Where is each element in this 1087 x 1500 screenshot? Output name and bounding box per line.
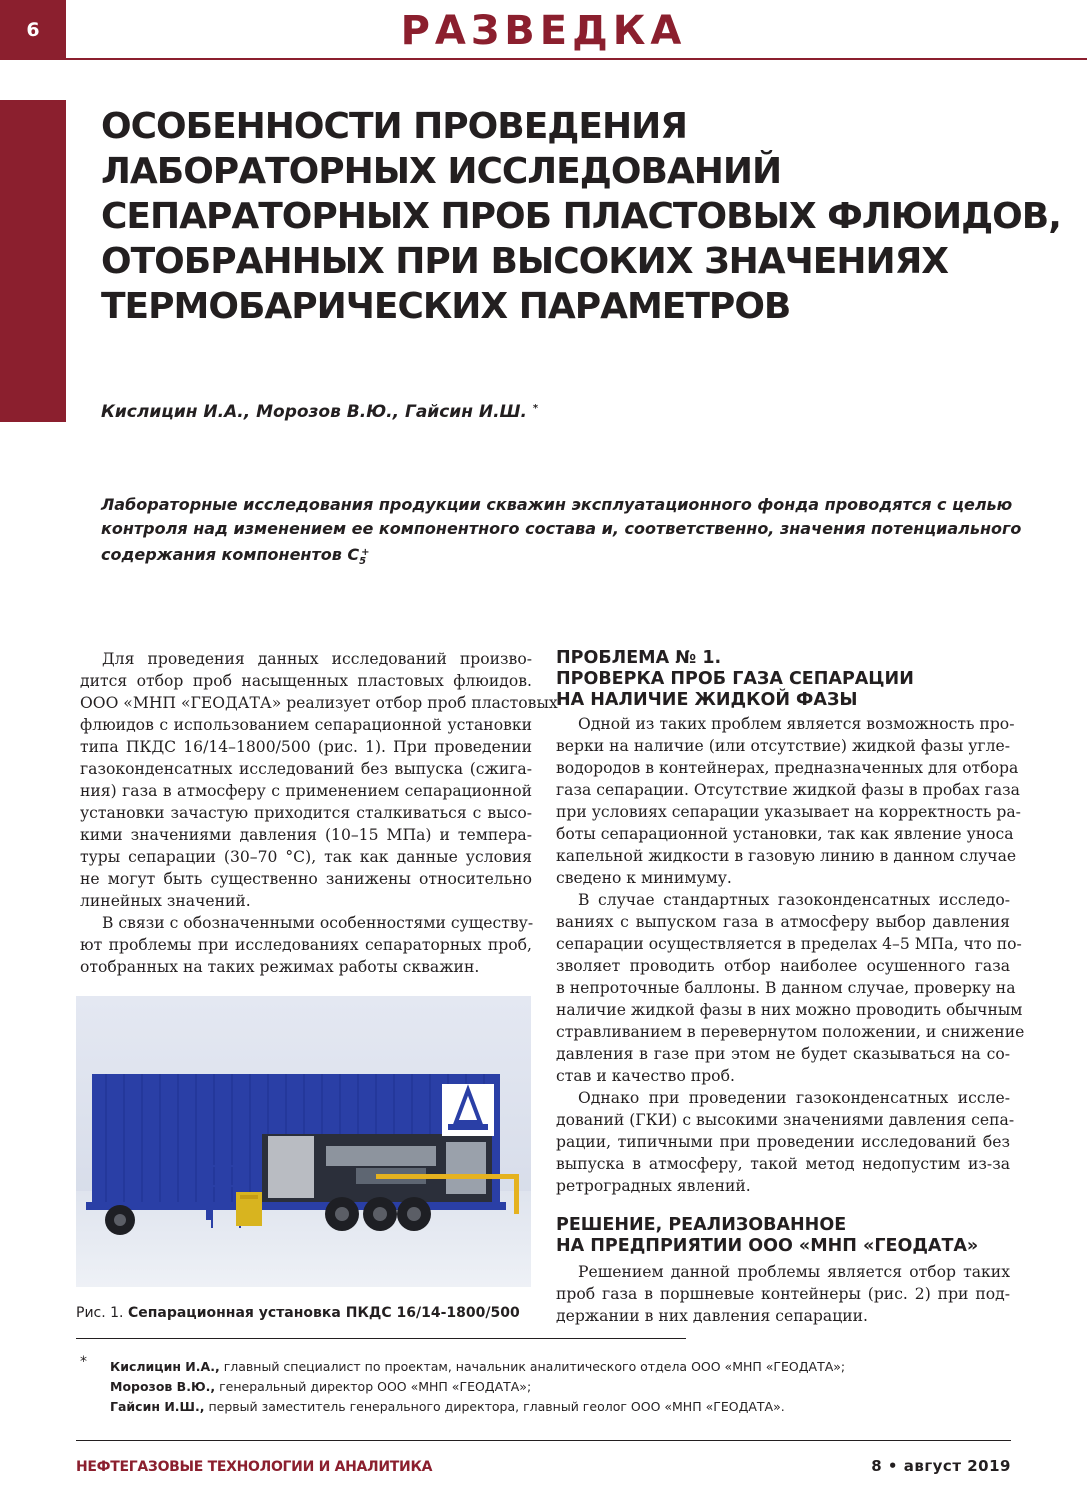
page-number: 6 xyxy=(0,0,66,60)
journal-name: НЕФТЕГАЗОВЫЕ ТЕХНОЛОГИИ И АНАЛИТИКА xyxy=(76,1459,433,1475)
text-line: выпуска в атмосферу, такой метод недопустим из-за xyxy=(556,1155,1010,1173)
title-line: СЕПАРАТОРНЫХ ПРОБ ПЛАСТОВЫХ ФЛЮИДОВ, xyxy=(101,196,1061,237)
footnote-role: главный специалист по проектам, начальник аналитического отдела ООО «МНП «ГЕОДАТА»; xyxy=(223,1359,846,1374)
text-line: проб газа в поршневые контейнеры (рис. 2) при под- xyxy=(556,1285,1010,1303)
solution-heading xyxy=(556,1215,1016,1257)
heading-line: РЕШЕНИЕ, РЕАЛИЗОВАННОЕ xyxy=(556,1215,847,1235)
lead-paragraph xyxy=(101,493,1022,574)
text-line: ния) газа в атмосферу с применением сепарационной xyxy=(80,782,532,800)
text-line: Одной из таких проблем является возможность про- xyxy=(578,715,1015,733)
text-line: держании в них давления сепарации. xyxy=(556,1307,868,1325)
text-line: дований (ГКИ) с высокими значениями давления сепа- xyxy=(556,1111,1015,1129)
text-line: дится отбор проб насыщенных пластовых флюидов. xyxy=(80,672,532,690)
right-column-text xyxy=(556,713,1025,1197)
text-line: став и качество проб. xyxy=(556,1067,735,1085)
footnote-role: генеральный директор ООО «МНП «ГЕОДАТА»; xyxy=(219,1379,532,1394)
text-line: газа сепарации. Отсутствие жидкой фазы в пробах газа xyxy=(556,781,1020,799)
figure-caption-prefix: Рис. 1. xyxy=(76,1305,124,1321)
text-line: сепарации осуществляется в пределах 4–5 МПа, что по- xyxy=(556,935,1022,953)
footnote-item xyxy=(110,1377,845,1397)
title-line: ТЕРМОБАРИЧЕСКИХ ПАРАМЕТРОВ xyxy=(101,286,791,327)
footnote-rule xyxy=(76,1338,686,1339)
text-line: Решением данной проблемы является отбор таких xyxy=(578,1263,1010,1281)
footnote-name: Кислицин И.А., xyxy=(110,1359,220,1374)
text-line: кими значениями давления (10–15 МПа) и темпера- xyxy=(80,826,532,844)
lead-line: Лабораторные исследования продукции скважин эксплуатационного фонда проводятся с целью xyxy=(101,495,1013,514)
footnote-item xyxy=(110,1357,845,1377)
heading-line: НА НАЛИЧИЕ ЖИДКОЙ ФАЗЫ xyxy=(556,690,858,710)
title-line: ОСОБЕННОСТИ ПРОВЕДЕНИЯ xyxy=(101,106,687,147)
text-line: отобранных на таких режимах работы скважин. xyxy=(80,958,480,976)
text-line: Однако при проведении газоконденсатных иссле- xyxy=(578,1089,1010,1107)
solution-text xyxy=(556,1261,1010,1327)
text-line: В связи с обозначенными особенностями существу- xyxy=(102,914,534,932)
photo-illustration xyxy=(76,996,531,1287)
text-line: в непроточные баллоны. В данном случае, проверку на xyxy=(556,979,1016,997)
article-title xyxy=(101,104,1061,329)
text-line: боты сепарационной установки, так как явление уноса xyxy=(556,825,1014,843)
text-line: ООО «МНП «ГЕОДАТА» реализует отбор проб пластовых xyxy=(80,694,558,712)
problem-heading xyxy=(556,648,1016,711)
lead-line-text: содержания компонентов C xyxy=(101,545,360,564)
text-line: ваниях с выпуском газа в атмосферу выбор давления xyxy=(556,913,1010,931)
footer-rule xyxy=(76,1440,1011,1441)
section-heading: РАЗВЕДКА xyxy=(400,8,687,54)
text-line: при условиях сепарации указывает на корректность ра- xyxy=(556,803,1021,821)
text-line: ретроградных явлений. xyxy=(556,1177,751,1195)
title-side-bar xyxy=(0,100,66,422)
separation-unit-photo xyxy=(76,996,531,1287)
text-line: В случае стандартных газоконденсатных исследо- xyxy=(578,891,1010,909)
lead-line: контроля над изменением ее компонентного состава и, соответственно, значения потенциального xyxy=(101,519,1022,538)
issue-info: 8 • август 2019 xyxy=(871,1457,1011,1475)
text-line: линейных значений. xyxy=(80,892,251,910)
text-line: верки на наличие (или отсутствие) жидкой фазы угле- xyxy=(556,737,1010,755)
text-line: рации, типичными при проведении исследований без xyxy=(556,1133,1010,1151)
text-line: сведено к минимуму. xyxy=(556,869,732,887)
footnote-role: первый заместитель генерального директора, главный геолог ООО «МНП «ГЕОДАТА». xyxy=(208,1399,785,1414)
heading-line: ПРОВЕРКА ПРОБ ГАЗА СЕПАРАЦИИ xyxy=(556,669,914,689)
text-line: наличие жидкой фазы в них можно проводить обычным xyxy=(556,1001,1023,1019)
footnote-name: Гайсин И.Ш., xyxy=(110,1399,205,1414)
text-line: газоконденсатных исследований без выпуска (сжига- xyxy=(80,760,532,778)
heading-line: НА ПРЕДПРИЯТИИ ООО «МНП «ГЕОДАТА» xyxy=(556,1236,979,1256)
title-line: ОТОБРАННЫХ ПРИ ВЫСОКИХ ЗНАЧЕНИЯХ xyxy=(101,241,949,282)
lead-subscript: 5 xyxy=(359,556,367,567)
text-line: Для проведения данных исследований произво- xyxy=(102,650,532,668)
text-line: давления в газе при этом не будет сказываться на со- xyxy=(556,1045,1010,1063)
text-line: туры сепарации (30–70 °С), так как данные условия xyxy=(80,848,532,866)
text-line: ют проблемы при исследованиях сепараторных проб, xyxy=(80,936,532,954)
figure-caption-text: Сепарационная установка ПКДС 16/14-1800/500 xyxy=(127,1305,520,1321)
left-column-text xyxy=(80,648,558,978)
heading-line: ПРОБЛЕМА № 1. xyxy=(556,648,722,668)
text-line: зволяет проводить отбор наиболее осушенного газа xyxy=(556,957,1010,975)
authors-names: Кислицин И.А., Морозов В.Ю., Гайсин И.Ш. xyxy=(101,402,527,422)
text-line: установки зачастую приходится сталкиваться с высо- xyxy=(80,804,532,822)
footnote-name: Морозов В.Ю., xyxy=(110,1379,216,1394)
text-line: не могут быть существенно занижены относительно xyxy=(80,870,532,888)
figure-caption xyxy=(76,1305,520,1321)
lead-superscript: + xyxy=(361,547,370,558)
text-line: стравливанием в перевернутом положении, и снижение xyxy=(556,1023,1025,1041)
text-line: типа ПКДС 16/14–1800/500 (рис. 1). При проведении xyxy=(80,738,532,756)
authors xyxy=(101,402,538,422)
title-line: ЛАБОРАТОРНЫХ ИССЛЕДОВАНИЙ xyxy=(101,151,782,192)
text-line: водородов в контейнерах, предназначенных для отбора xyxy=(556,759,1019,777)
footnotes xyxy=(110,1357,845,1417)
text-line: флюидов с использованием сепарационной установки xyxy=(80,716,532,734)
footnote-item xyxy=(110,1397,845,1417)
footnote-star: * xyxy=(80,1354,87,1370)
authors-footnote-mark: * xyxy=(532,403,539,414)
text-line: капельной жидкости в газовую линию в данном случае xyxy=(556,847,1017,865)
header-rule xyxy=(66,58,1087,60)
lead-line xyxy=(101,541,971,574)
